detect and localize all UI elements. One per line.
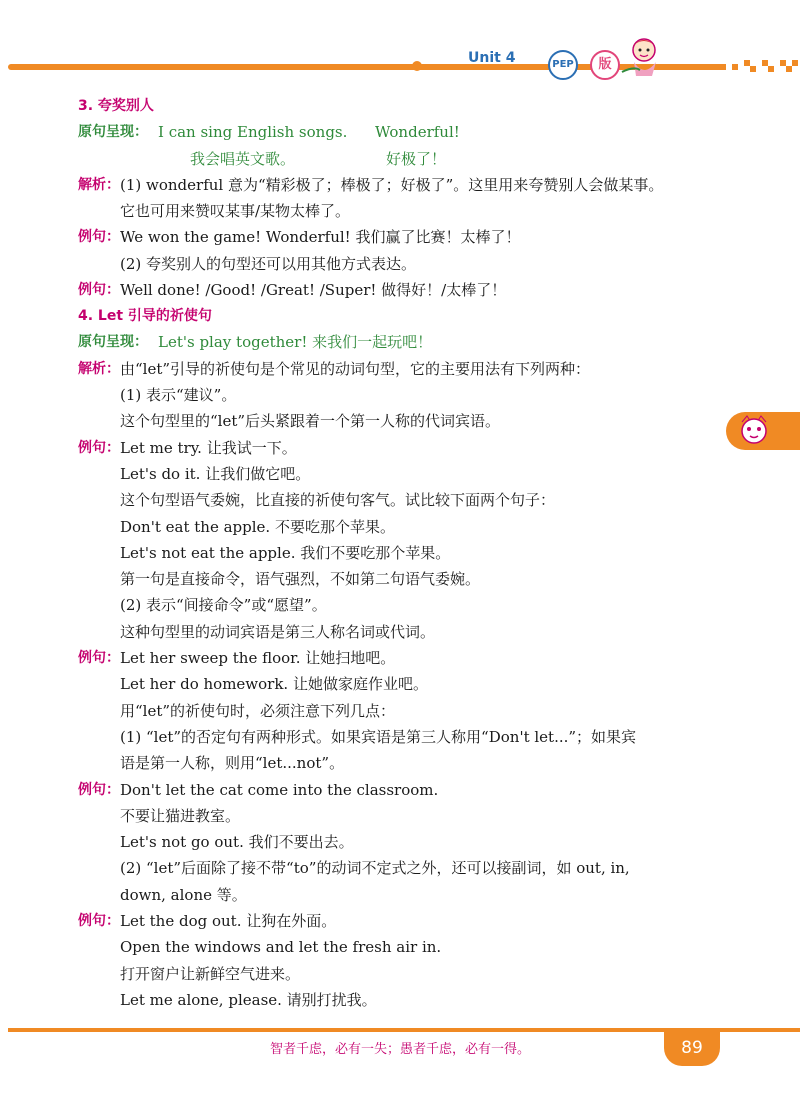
original-label: 原句呈现：	[78, 124, 148, 141]
edition-badge: 版	[590, 50, 620, 80]
example-text: Don't let the cat come into the classroom.	[120, 780, 439, 799]
example-text: Let the dog out. 让狗在外面。	[120, 912, 337, 930]
cat-face-icon	[738, 414, 770, 446]
example-label: 例句：	[78, 439, 120, 456]
body-text: 用“let”的祈使句时，必须注意下列几点：	[120, 701, 396, 720]
body-text: Open the windows and let the fresh air in.	[120, 938, 442, 957]
body-text: Let's not eat the apple. 我们不要吃那个苹果。	[120, 543, 451, 562]
body-text: 打开窗户让新鲜空气进来。	[120, 964, 301, 983]
example-text: Well done! /Good! /Great! /Super! 做得好！/太棒了！	[120, 280, 507, 299]
unit-label: Unit 4	[468, 50, 516, 66]
example-text: We won the game! Wonderful! 我们赢了比赛！太棒了！	[120, 228, 521, 247]
analysis-label: 解析：	[78, 176, 120, 193]
original-sentence-cn: 我会唱英文歌。	[190, 149, 296, 168]
example-label: 例句：	[78, 650, 120, 666]
analysis-text: 由“let”引导的祈使句是个常见的动词句型，它的主要用法有下列两种：	[120, 359, 591, 378]
section-heading: 4. Let 引导的祈使句	[78, 308, 212, 325]
body-text: 语是第一人称，则用“let...not”。	[120, 754, 345, 773]
checker-pattern	[720, 60, 800, 74]
body-text: Let me alone, please. 请别打扰我。	[120, 990, 377, 1009]
footer-motto: 智者千虑，必有一失；愚者千虑，必有一得。	[269, 1042, 530, 1057]
page-number: 89	[681, 1038, 703, 1058]
mascot-girl-icon	[620, 32, 668, 80]
body-text: (2) 表示“间接命令”或“愿望”。	[120, 596, 327, 615]
original-label: 原句呈现：	[78, 334, 148, 351]
body-text: down, alone 等。	[120, 885, 247, 904]
body-text: Let her do homework. 让她做家庭作业吧。	[120, 675, 428, 694]
analysis-label: 解析：	[78, 360, 120, 377]
pep-badge: PEP	[548, 50, 578, 80]
example-label: 例句：	[78, 781, 120, 798]
body-text: Let's do it. 让我们做它吧。	[120, 464, 311, 483]
example-label: 例句：	[78, 281, 120, 298]
header-rule-dot	[412, 61, 422, 71]
analysis-text: (1) wonderful 意为“精彩极了；棒极了；好极了”。这里用来夸赞别人会做某事。	[120, 175, 664, 194]
body-text: (2) 夸奖别人的句型还可以用其他方式表达。	[120, 254, 417, 273]
body-text: 这个句型语气委婉，比直接的祈使句客气。试比较下面两个句子：	[120, 491, 556, 510]
body-text: (2) “let”后面除了接不带“to”的动词不定式之外，还可以接副词，如 out, in,	[120, 859, 630, 878]
example-text: Let her sweep the floor. 让她扫地吧。	[120, 649, 396, 667]
body-text: 这种句型里的动词宾语是第三人称名词或代词。	[120, 622, 436, 641]
original-sentence-en: I can sing English songs.	[158, 123, 348, 142]
example-label: 例句：	[78, 913, 120, 929]
body-text: Don't eat the apple. 不要吃那个苹果。	[120, 517, 395, 536]
original-reply-cn: 好极了！	[386, 149, 447, 168]
original-sentence: Let's play together! 来我们一起玩吧！	[158, 333, 433, 352]
body-text: 第一句是直接命令，语气强烈，不如第二句语气委婉。	[120, 570, 481, 589]
body-text: (1) 表示“建议”。	[120, 386, 237, 404]
example-label: 例句：	[78, 229, 120, 246]
body-text: (1) “let”的否定句有两种形式。如果宾语是第三人称用“Don't let...”；如果宾	[120, 727, 637, 746]
original-reply-en: Wonderful!	[375, 123, 460, 142]
section-heading: 3. 夸奖别人	[78, 98, 154, 114]
body-text: Let's not go out. 我们不要出去。	[120, 833, 354, 852]
body-text: 不要让猫进教室。	[120, 806, 241, 825]
example-text: Let me try. 让我试一下。	[120, 438, 297, 457]
body-text: 这个句型里的“let”后头紧跟着一个第一人称的代词宾语。	[120, 412, 501, 431]
body-text: 它也可用来赞叹某事/某物太棒了。	[120, 201, 351, 220]
